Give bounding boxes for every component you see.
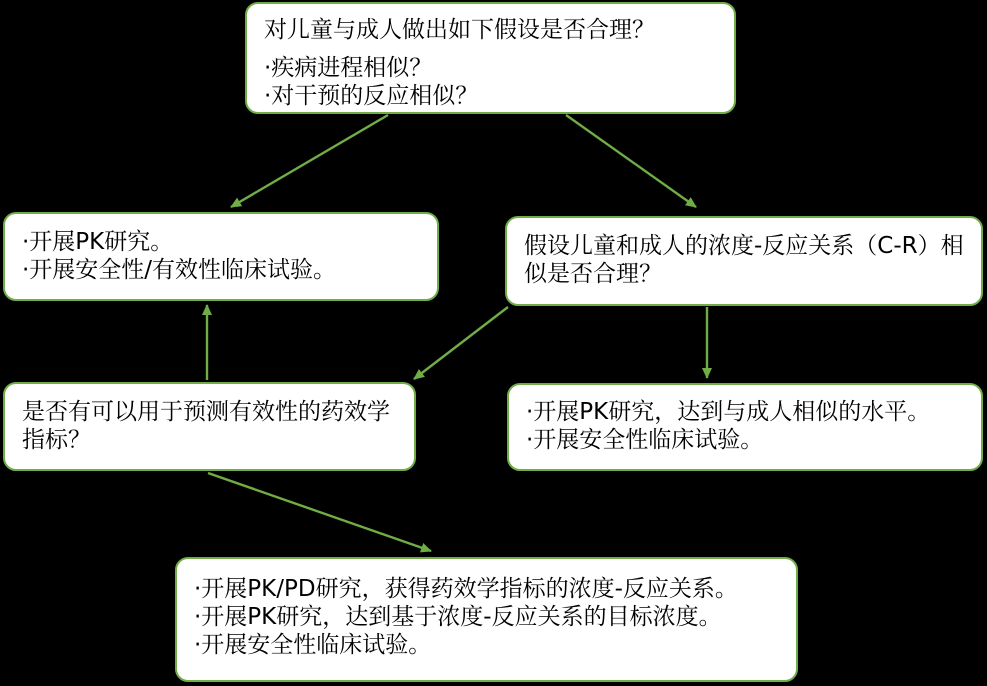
node-pd-question <box>3 382 416 471</box>
right-action-bullet-1: ·开展PK研究，达到与成人相似的水平。 <box>526 399 931 425</box>
arrow-cr-question-to-pd-question-icon <box>414 307 508 379</box>
root-question-bullet-2: ·对干预的反应相似？ <box>264 83 479 109</box>
node-left-action <box>3 212 439 301</box>
cr-question-title: 假设儿童和成人的浓度-反应关系（C-R）相似是否合理？ <box>524 233 964 287</box>
right-action-bullet-2: ·开展安全性临床试验。 <box>526 427 764 453</box>
arrow-root-to-cr-question-icon <box>566 115 696 207</box>
arrow-root-to-left-action-icon <box>231 115 388 207</box>
bottom-action-bullet-3: ·开展安全性临床试验。 <box>194 632 432 658</box>
node-right-action <box>507 383 983 471</box>
pd-question-title: 是否有可以用于预测有效性的药效学指标？ <box>22 399 390 453</box>
root-question-title: 对儿童与成人做出如下假设是否合理？ <box>264 17 655 43</box>
node-bottom-action <box>175 557 798 682</box>
arrow-pd-question-to-bottom-action-icon <box>208 473 431 551</box>
bottom-action-bullet-2: ·开展PK研究，达到基于浓度-反应关系的目标浓度。 <box>194 604 722 630</box>
bottom-action-bullet-1: ·开展PK/PD研究，获得药效学指标的浓度-反应关系。 <box>194 576 738 602</box>
node-root-question <box>245 2 736 114</box>
left-action-bullet-2: ·开展安全性/有效性临床试验。 <box>22 257 337 283</box>
root-question-bullet-1: ·疾病进程相似？ <box>264 55 433 81</box>
left-action-bullet-1: ·开展PK研究。 <box>22 229 174 255</box>
node-cr-question <box>505 216 983 306</box>
